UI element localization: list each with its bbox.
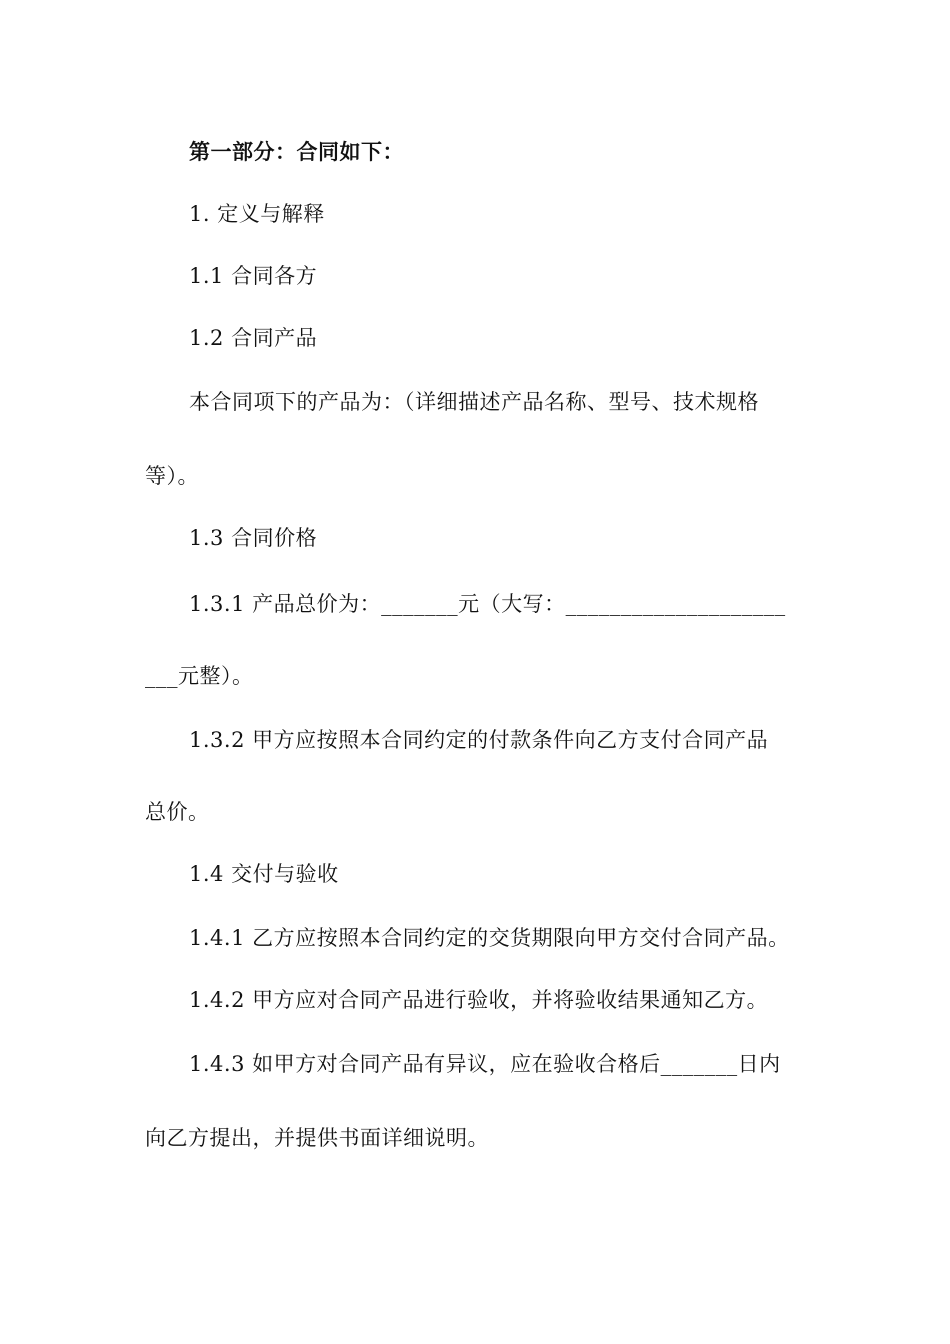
clause-1-4-2: 1.4.2 甲方应对合同产品进行验收，并将验收结果通知乙方。 <box>189 988 769 1012</box>
clause-1-3-2-line2: 总价。 <box>145 800 210 824</box>
clause-1-3-1-line1: 1.3.1 产品总价为：_______元（大写：____________________ <box>189 592 786 616</box>
clause-1-2-text-line1: 本合同项下的产品为：（详细描述产品名称、型号、技术规格 <box>189 390 759 414</box>
clause-1-4-3-line2: 向乙方提出，并提供书面详细说明。 <box>145 1126 489 1150</box>
clause-1-4-title: 1.4 交付与验收 <box>189 862 339 886</box>
clause-1-2-title: 1.2 合同产品 <box>189 326 318 350</box>
clause-1-2-text-line2: 等）。 <box>145 464 199 488</box>
clause-1-3-1-line2: ___元整）。 <box>145 664 254 688</box>
clause-1-title: 1. 定义与解释 <box>189 202 325 226</box>
clause-1-4-1: 1.4.1 乙方应按照本合同约定的交货期限向甲方交付合同产品。 <box>189 926 790 950</box>
clause-1-3-2-line1: 1.3.2 甲方应按照本合同约定的付款条件向乙方支付合同产品 <box>189 728 769 752</box>
clause-1-3-title: 1.3 合同价格 <box>189 526 318 550</box>
clause-1-4-3-line1: 1.4.3 如甲方对合同产品有异议，应在验收合格后_______日内 <box>189 1052 781 1076</box>
clause-1-1-title: 1.1 合同各方 <box>189 264 318 288</box>
section-heading: 第一部分：合同如下： <box>189 139 404 164</box>
